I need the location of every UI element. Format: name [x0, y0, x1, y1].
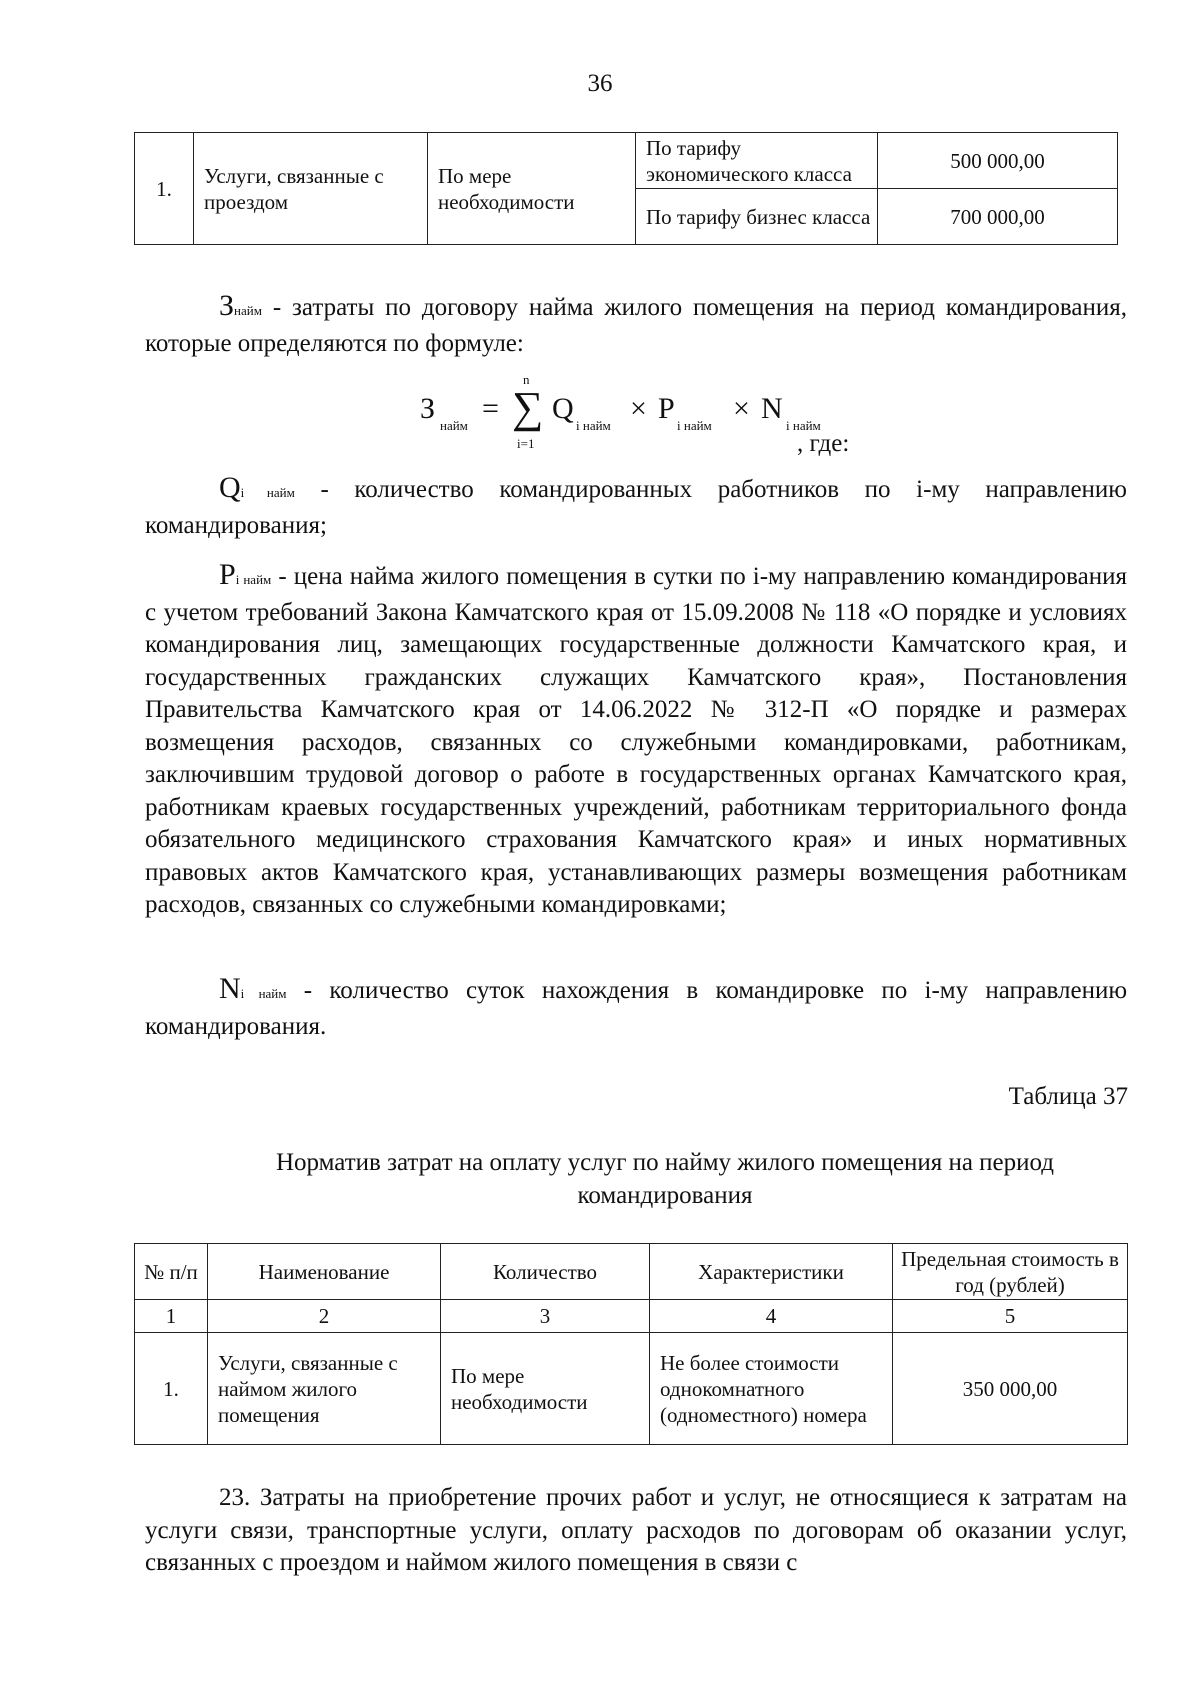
formula-sum-upper: n: [523, 372, 530, 387]
formula-times-2: ×: [733, 392, 750, 425]
table-top: [134, 132, 1118, 245]
characteristic-business: По тарифу бизнес класса: [636, 189, 878, 245]
column-number-4: 4: [650, 1300, 893, 1333]
header-number: № п/п: [135, 1244, 208, 1300]
formula: [420, 372, 900, 457]
symbol-z: З: [219, 289, 235, 322]
table-label: Таблица 37: [1008, 1083, 1128, 1110]
service-name: Услуги, связанные с наймом жилого помещения: [208, 1333, 441, 1445]
formula-p-subscript: i найм: [677, 418, 712, 433]
formula-times-1: ×: [630, 392, 647, 425]
service-name: Услуги, связанные с проездом: [194, 133, 428, 245]
table-37: [134, 1243, 1128, 1445]
formula-n-subscript: i найм: [786, 418, 821, 433]
service-quantity: По мере необходимости: [441, 1333, 650, 1445]
row-number: 1.: [135, 1333, 208, 1445]
definition-p-text: - цена найма жилого помещения в сутки по i-му направлению командирования с учетом требований Закона Камчатского края от 15.09.2008 № 118 «О порядке и условиях командирования лиц, замещающих государственные должности Камчатского края, и государственных гражданских служащих Камчатского края», Постановления Правительства Камчатского края от 14.06.2022 № 312-П «О порядке и размерах возмещения расходов, связанных со служебными командировками, работникам, заключившим трудовой договор о работе в государственных органах Камчатского края, работникам краевых государственных учреждений, работникам территориального фонда обязательного медицинского страхования Камчатского края» и иных нормативных правовых актов Камчатского края, устанавливающих размеры возмещения работникам расходов, связанных со служебными командировками;: [145, 563, 1128, 918]
price-business: 700 000,00: [878, 189, 1118, 245]
max-cost: 350 000,00: [893, 1333, 1128, 1445]
symbol-p-subscript: i найм: [235, 572, 272, 587]
formula-sum: ∑: [512, 383, 544, 432]
paragraph-23: 23. Затраты на приобретение прочих работ и услуг, не относящиеся к затратам на услуги связи, транспортные услуги, оплату расходов по договорам об оказании услуг, связанных с проездом и наймом жилого помещения в связи с: [145, 1484, 1127, 1576]
symbol-q: Q: [219, 471, 241, 504]
formula-p: P: [658, 392, 675, 425]
header-characteristics: Характеристики: [650, 1244, 893, 1300]
row-number: 1.: [135, 133, 194, 245]
definition-z: [145, 290, 1127, 360]
definition-z-text: - затраты по договору найма жилого помещения на период командирования, которые определяются по формуле:: [145, 294, 1128, 357]
symbol-q-subscript: i найм: [240, 485, 295, 500]
formula-lhs: З: [420, 392, 436, 425]
characteristic-economy: По тарифу экономического класса: [636, 133, 878, 189]
header-quantity: Количество: [441, 1244, 650, 1300]
header-name: Наименование: [208, 1244, 441, 1300]
symbol-n: N: [219, 972, 241, 1005]
symbol-z-subscript: найм: [234, 303, 262, 318]
definition-q: [145, 472, 1127, 542]
column-number-2: 2: [208, 1300, 441, 1333]
column-number-5: 5: [893, 1300, 1128, 1333]
table-title: Норматив затрат на оплату услуг по найму жилого помещения на период командирования: [275, 1149, 1055, 1209]
column-number-1: 1: [135, 1300, 208, 1333]
column-number-3: 3: [441, 1300, 650, 1333]
price-economy: 500 000,00: [878, 133, 1118, 189]
definition-n: [145, 973, 1127, 1043]
service-quantity: По мере необходимости: [428, 133, 636, 245]
header-max-cost: Предельная стоимость в год (рублей): [893, 1244, 1128, 1300]
formula-sum-lower: i=1: [517, 436, 535, 451]
definition-q-text: - количество командированных работников по i-му направлению командирования;: [145, 476, 1127, 539]
page-number: 36: [587, 70, 613, 97]
formula-lhs-subscript: найм: [440, 418, 468, 433]
definition-p: [145, 559, 1127, 922]
service-characteristics: Не более стоимости однокомнатного (одноместного) номера: [650, 1333, 893, 1445]
formula-q: Q: [552, 392, 574, 425]
formula-n: N: [761, 392, 783, 425]
formula-q-subscript: i найм: [576, 418, 611, 433]
symbol-p: P: [219, 558, 236, 591]
definition-n-text: - количество суток нахождения в командировке по i-му направлению командирования.: [145, 977, 1127, 1040]
symbol-n-subscript: i найм: [240, 986, 287, 1001]
formula-equals: =: [482, 392, 499, 425]
formula-where: , где:: [797, 430, 850, 457]
